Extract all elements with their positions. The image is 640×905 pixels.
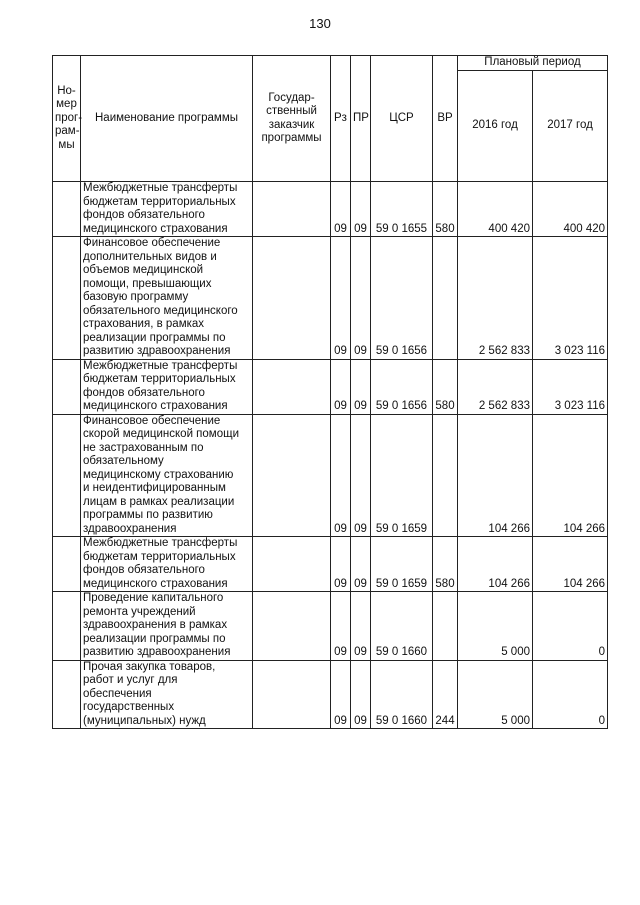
program-number-cell — [53, 359, 81, 414]
amount-2016-cell: 104 266 — [458, 414, 533, 537]
program-name-line: базовую программу — [83, 291, 189, 303]
program-name-line: обязательному — [83, 455, 164, 467]
program-name-cell — [81, 660, 253, 729]
program-name-line: объемов медицинской — [83, 264, 204, 276]
vr-cell — [433, 592, 458, 661]
budget-table — [52, 55, 608, 729]
header-year-2016: 2016 год — [458, 71, 533, 182]
page-number: 130 — [309, 16, 331, 31]
table-row — [53, 414, 608, 537]
program-name-line: фондов обязательного — [83, 209, 205, 221]
program-name-line: фондов обязательного — [83, 564, 205, 576]
header-planned-period: Плановый период — [458, 56, 608, 71]
program-name-cell — [81, 414, 253, 537]
program-name-line: обязательного медицинского — [83, 304, 238, 317]
amount-2016-cell: 104 266 — [458, 537, 533, 592]
rz-cell: 09 — [331, 237, 351, 360]
vr-cell: 244 — [433, 660, 458, 729]
program-name-line: государственных — [83, 701, 175, 713]
table-row — [53, 182, 608, 237]
header-program-name: Наименование программы — [81, 56, 253, 182]
customer-cell — [253, 182, 331, 237]
customer-cell — [253, 537, 331, 592]
customer-cell — [253, 592, 331, 661]
program-number-cell — [53, 182, 81, 237]
customer-cell — [253, 359, 331, 414]
pr-cell: 09 — [351, 592, 371, 661]
amount-2016-cell: 2 562 833 — [458, 237, 533, 360]
program-name-line: Финансовое обеспечение — [83, 237, 221, 249]
table-body — [53, 182, 608, 729]
header-customer: Государ- ственный заказчик программы — [253, 56, 331, 182]
program-name-line: помощи, превышающих — [83, 277, 212, 290]
program-number-cell — [53, 592, 81, 661]
amount-2017-cell: 400 420 — [533, 182, 608, 237]
csr-cell: 59 0 1660 — [371, 660, 433, 729]
program-name-line: Межбюджетные трансферты — [83, 537, 238, 549]
amount-2016-cell: 5 000 — [458, 592, 533, 661]
amount-2017-cell: 104 266 — [533, 414, 608, 537]
program-name-line: бюджетам территориальных — [83, 373, 236, 385]
amount-2016-cell: 5 000 — [458, 660, 533, 729]
table-row — [53, 237, 608, 360]
program-name-line: развитию здравоохранения — [83, 646, 231, 658]
rz-cell: 09 — [331, 182, 351, 237]
customer-cell — [253, 237, 331, 360]
program-number-cell — [53, 660, 81, 729]
header-csr: ЦСР — [371, 56, 433, 182]
program-name-line: не застрахованным по — [83, 441, 204, 454]
vr-cell — [433, 237, 458, 360]
program-name-line: медицинского страхования — [83, 222, 228, 235]
program-name-line: программы по развитию — [83, 509, 213, 521]
program-name-cell — [81, 359, 253, 414]
program-name-line: (муниципальных) нужд — [83, 714, 206, 727]
program-name-cell — [81, 592, 253, 661]
rz-cell: 09 — [331, 359, 351, 414]
program-name-line: лицам в рамках реализации — [83, 495, 235, 508]
program-name-line: работ и услуг для — [83, 674, 178, 686]
program-name-line: и неидентифицированным — [83, 482, 226, 494]
program-name-line: Межбюджетные трансферты — [83, 359, 238, 372]
amount-2017-cell: 3 023 116 — [533, 237, 608, 360]
rz-cell: 09 — [331, 592, 351, 661]
rz-cell: 09 — [331, 537, 351, 592]
program-name-line: медицинского страхования — [83, 577, 228, 590]
vr-cell: 580 — [433, 359, 458, 414]
program-name-line: скорой медицинской помощи — [83, 428, 239, 440]
program-number-cell — [53, 414, 81, 537]
program-name-line: медицинскому страхованию — [83, 468, 234, 481]
amount-2016-cell: 400 420 — [458, 182, 533, 237]
program-name-line: здравоохранения в рамках — [83, 619, 228, 631]
header-rz: Рз — [331, 56, 351, 182]
program-name-line: бюджетам территориальных — [83, 195, 236, 208]
csr-cell: 59 0 1655 — [371, 182, 433, 237]
amount-2017-cell: 0 — [533, 592, 608, 661]
program-number-cell — [53, 537, 81, 592]
customer-cell — [253, 660, 331, 729]
pr-cell: 09 — [351, 359, 371, 414]
rz-cell: 09 — [331, 660, 351, 729]
amount-2017-cell: 104 266 — [533, 537, 608, 592]
table-row — [53, 537, 608, 592]
header-year-2017: 2017 год — [533, 71, 608, 182]
program-name-line: реализации программы по — [83, 331, 226, 344]
csr-cell: 59 0 1659 — [371, 414, 433, 537]
table-row — [53, 359, 608, 414]
rz-cell: 09 — [331, 414, 351, 537]
pr-cell: 09 — [351, 537, 371, 592]
program-name-line: Прочая закупка товаров, — [83, 660, 216, 673]
pr-cell: 09 — [351, 182, 371, 237]
program-name-line: дополнительных видов и — [83, 250, 217, 263]
pr-cell: 09 — [351, 237, 371, 360]
customer-cell — [253, 414, 331, 537]
csr-cell: 59 0 1656 — [371, 359, 433, 414]
program-name-cell — [81, 182, 253, 237]
csr-cell: 59 0 1656 — [371, 237, 433, 360]
vr-cell: 580 — [433, 182, 458, 237]
amount-2016-cell: 2 562 833 — [458, 359, 533, 414]
program-name-line: медицинского страхования — [83, 400, 228, 412]
program-name-cell — [81, 537, 253, 592]
pr-cell: 09 — [351, 660, 371, 729]
program-name-line: страхования, в рамках — [83, 318, 205, 330]
csr-cell: 59 0 1660 — [371, 592, 433, 661]
pr-cell: 09 — [351, 414, 371, 537]
vr-cell — [433, 414, 458, 537]
program-name-line: реализации программы по — [83, 632, 226, 645]
header-pr: ПР — [351, 56, 371, 182]
program-number-cell — [53, 237, 81, 360]
program-name-line: здравоохранения — [83, 522, 177, 535]
program-name-line: развитию здравоохранения — [83, 345, 231, 357]
program-name-line: фондов обязательного — [83, 386, 205, 399]
amount-2017-cell: 3 023 116 — [533, 359, 608, 414]
program-name-line: обеспечения — [83, 687, 152, 700]
program-name-line: Финансовое обеспечение — [83, 414, 221, 427]
vr-cell: 580 — [433, 537, 458, 592]
program-name-line: ремонта учреждений — [83, 605, 196, 618]
table-row — [53, 660, 608, 729]
table-row — [53, 592, 608, 661]
program-name-cell — [81, 237, 253, 360]
program-name-line: Межбюджетные трансферты — [83, 182, 238, 194]
program-name-line: Проведение капитального — [83, 592, 224, 604]
csr-cell: 59 0 1659 — [371, 537, 433, 592]
header-program-number: Но- мер прог- рам- мы — [53, 56, 81, 182]
program-name-line: бюджетам территориальных — [83, 550, 236, 563]
amount-2017-cell: 0 — [533, 660, 608, 729]
header-vr: ВР — [433, 56, 458, 182]
